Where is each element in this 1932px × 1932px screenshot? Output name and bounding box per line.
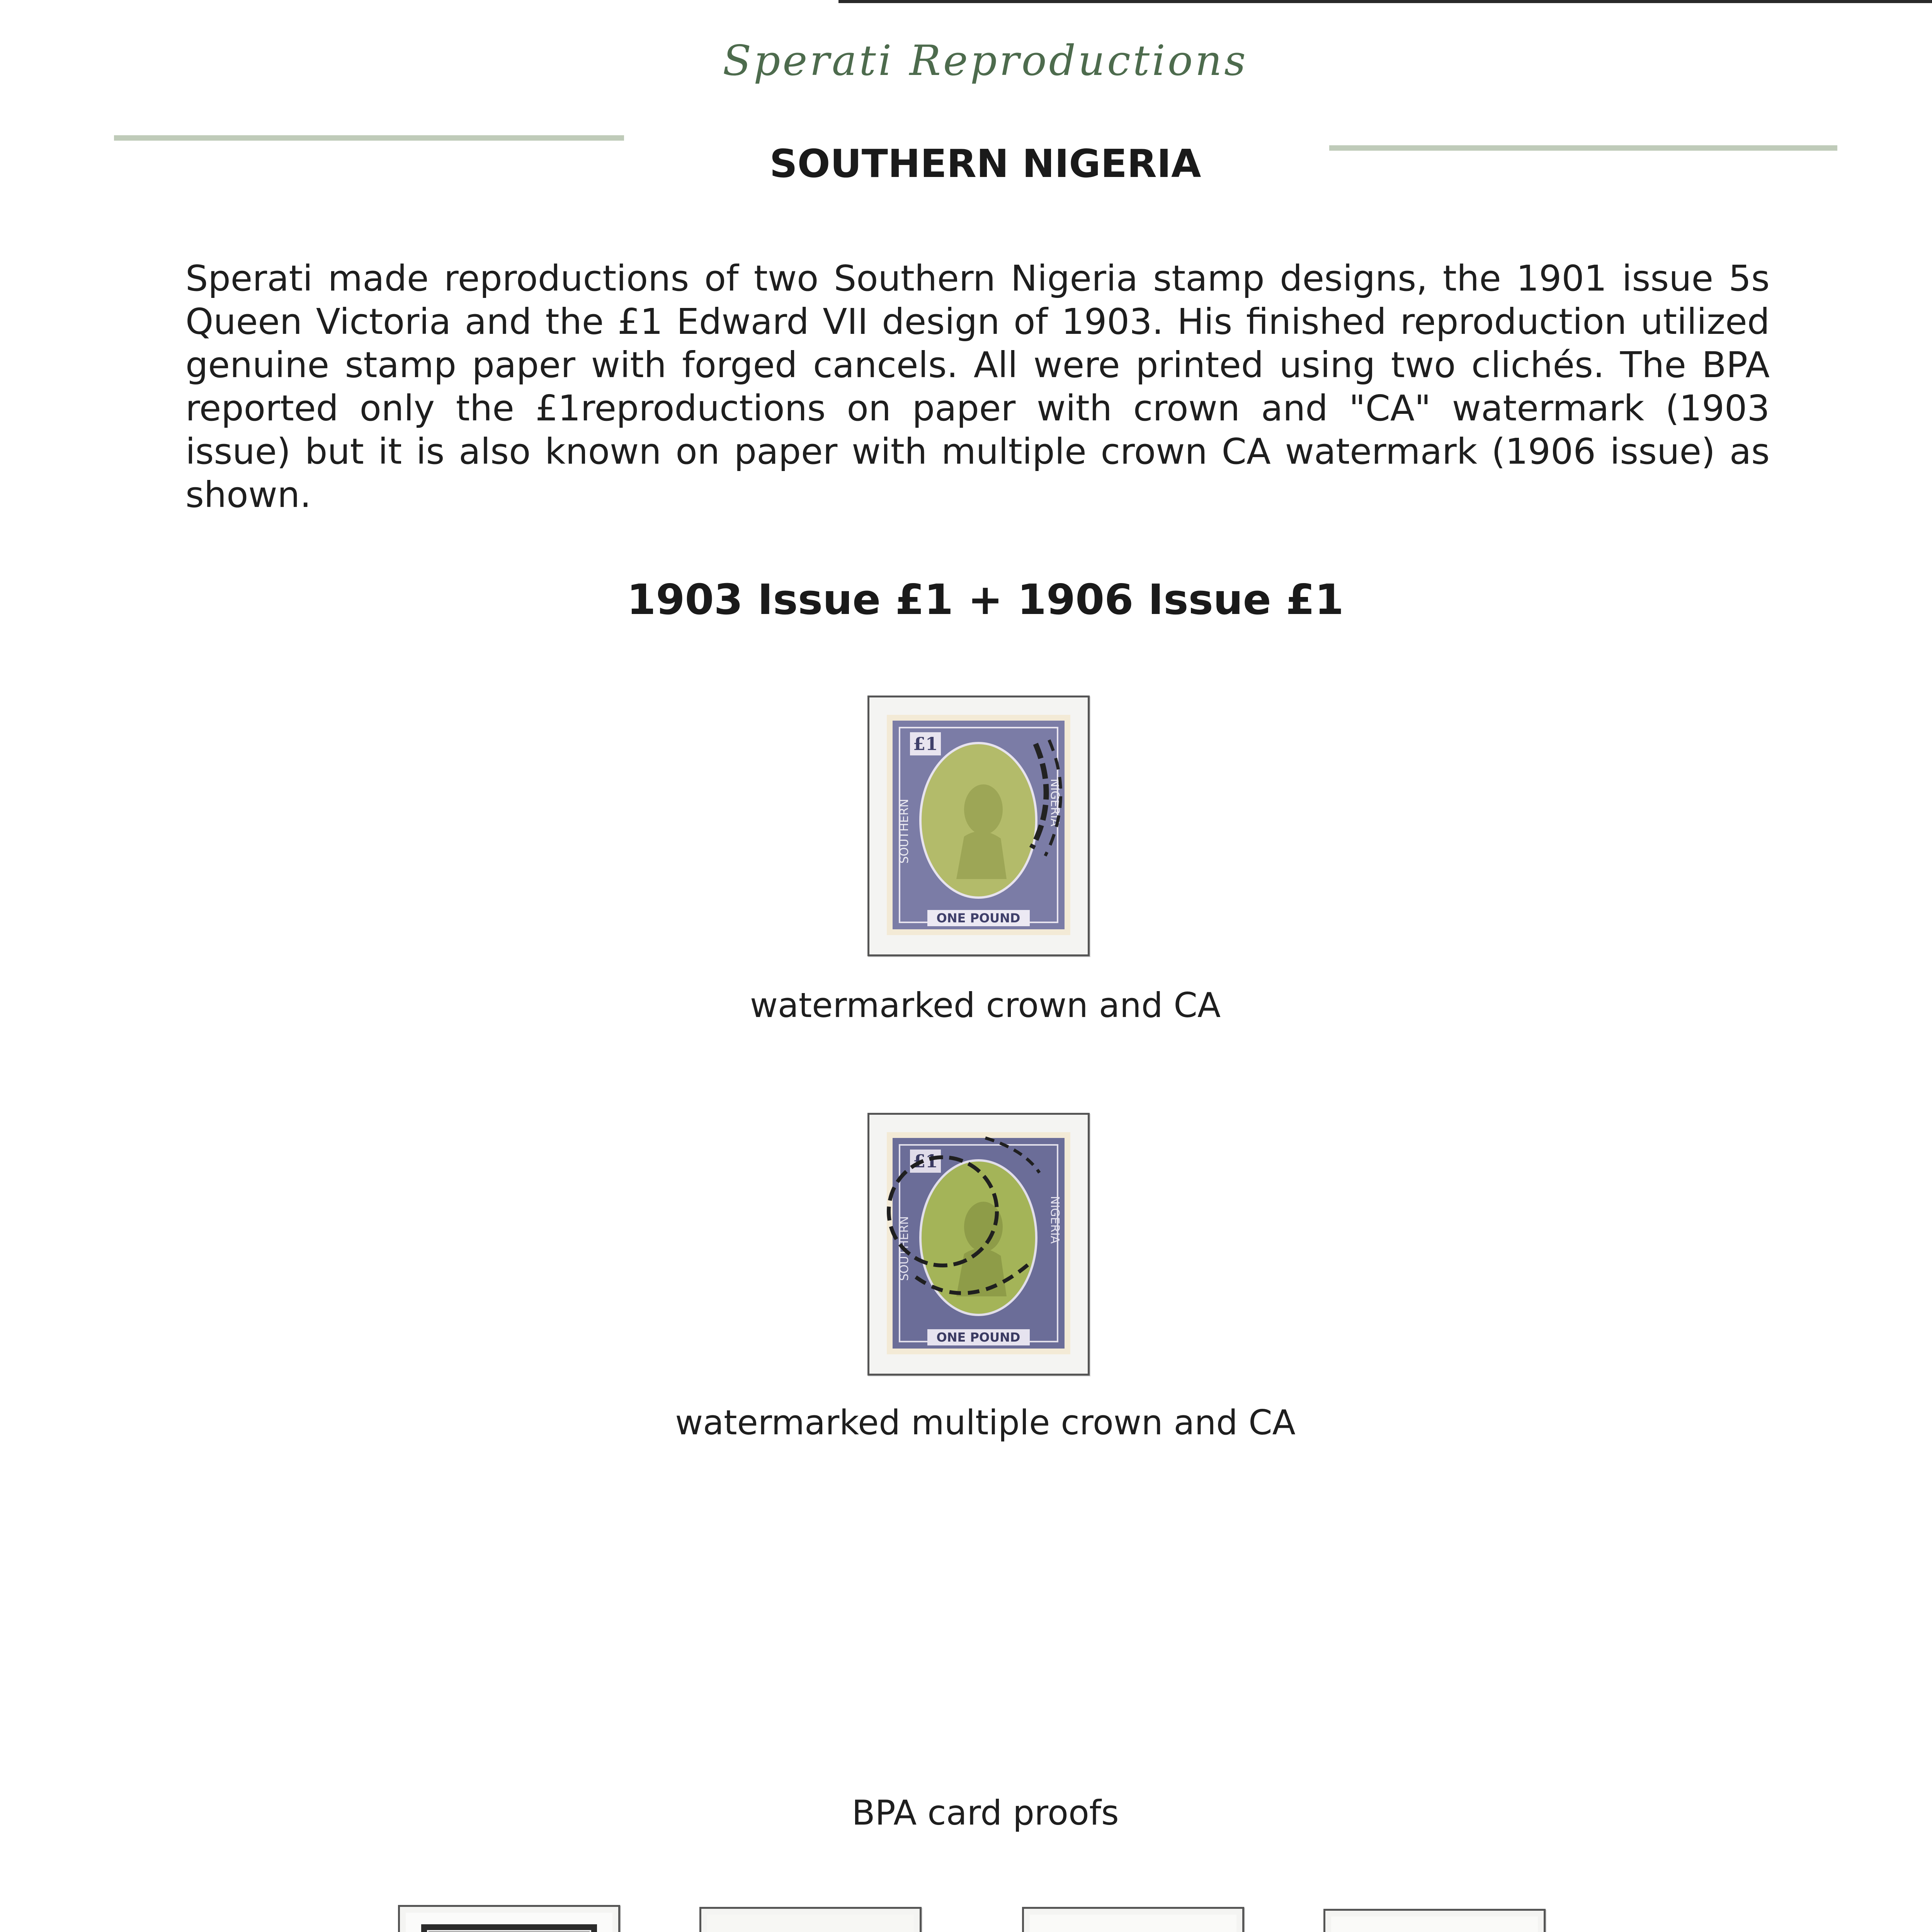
proof-cancel-1-image <box>1024 1909 1242 1932</box>
page-title: SOUTHERN NIGERIA <box>769 141 1201 186</box>
stamp-1906-value: £1 <box>913 1151 938 1172</box>
stamp-1903-caption: watermarked crown and CA <box>750 985 1221 1025</box>
stamp-1906-image <box>869 1115 1088 1374</box>
stamp-1906-country-right: NIGERIA <box>1048 1196 1061 1244</box>
page-top-edge <box>838 0 1932 3</box>
header-rule-left <box>114 135 624 141</box>
stamp-1903-image <box>869 697 1088 954</box>
stamp-1906-caption: watermarked multiple crown and CA <box>675 1403 1296 1442</box>
section-heading: 1903 Issue £1 + 1906 Issue £1 <box>627 576 1344 624</box>
stamp-1906-country-left: SOUTHERN <box>898 1216 911 1281</box>
proof-frame-image <box>400 1907 618 1932</box>
proofs-heading: BPA card proofs <box>852 1793 1119 1833</box>
proof-cancel-2-mount <box>1323 1909 1546 1932</box>
stamp-1903-country-left: SOUTHERN <box>898 799 911 864</box>
stamp-1903-bottom-label: ONE POUND <box>936 911 1020 925</box>
proof-cancel-2-image <box>1325 1911 1544 1932</box>
stamp-1906-mount <box>867 1113 1090 1376</box>
stamp-1903-country-right: NIGERIA <box>1048 779 1061 827</box>
intro-paragraph: Sperati made reproductions of two Southern Nigeria stamp designs, the 1901 issue 5s Queen Victoria and the £1 Edward VII design of 1903. His finished reproduction utilized genuine stamp paper with forged cancels. All were printed using two clichés. The BPA reported only the £1reproductions on paper with crown and "CA" watermark (1903 issue) but it is also known on paper with multiple crown CA watermark (1906 issue) as shown. <box>185 258 1770 515</box>
proof-head-mount <box>699 1907 922 1932</box>
stamp-1906-bottom-label: ONE POUND <box>936 1330 1020 1345</box>
proof-head-image <box>701 1909 920 1932</box>
script-title: Sperati Reproductions <box>723 37 1248 85</box>
stamp-1903-mount <box>867 696 1090 956</box>
proof-frame-mount <box>398 1905 620 1932</box>
proof-cancel-1-mount <box>1022 1907 1244 1932</box>
stamp-1903-value: £1 <box>913 733 938 754</box>
